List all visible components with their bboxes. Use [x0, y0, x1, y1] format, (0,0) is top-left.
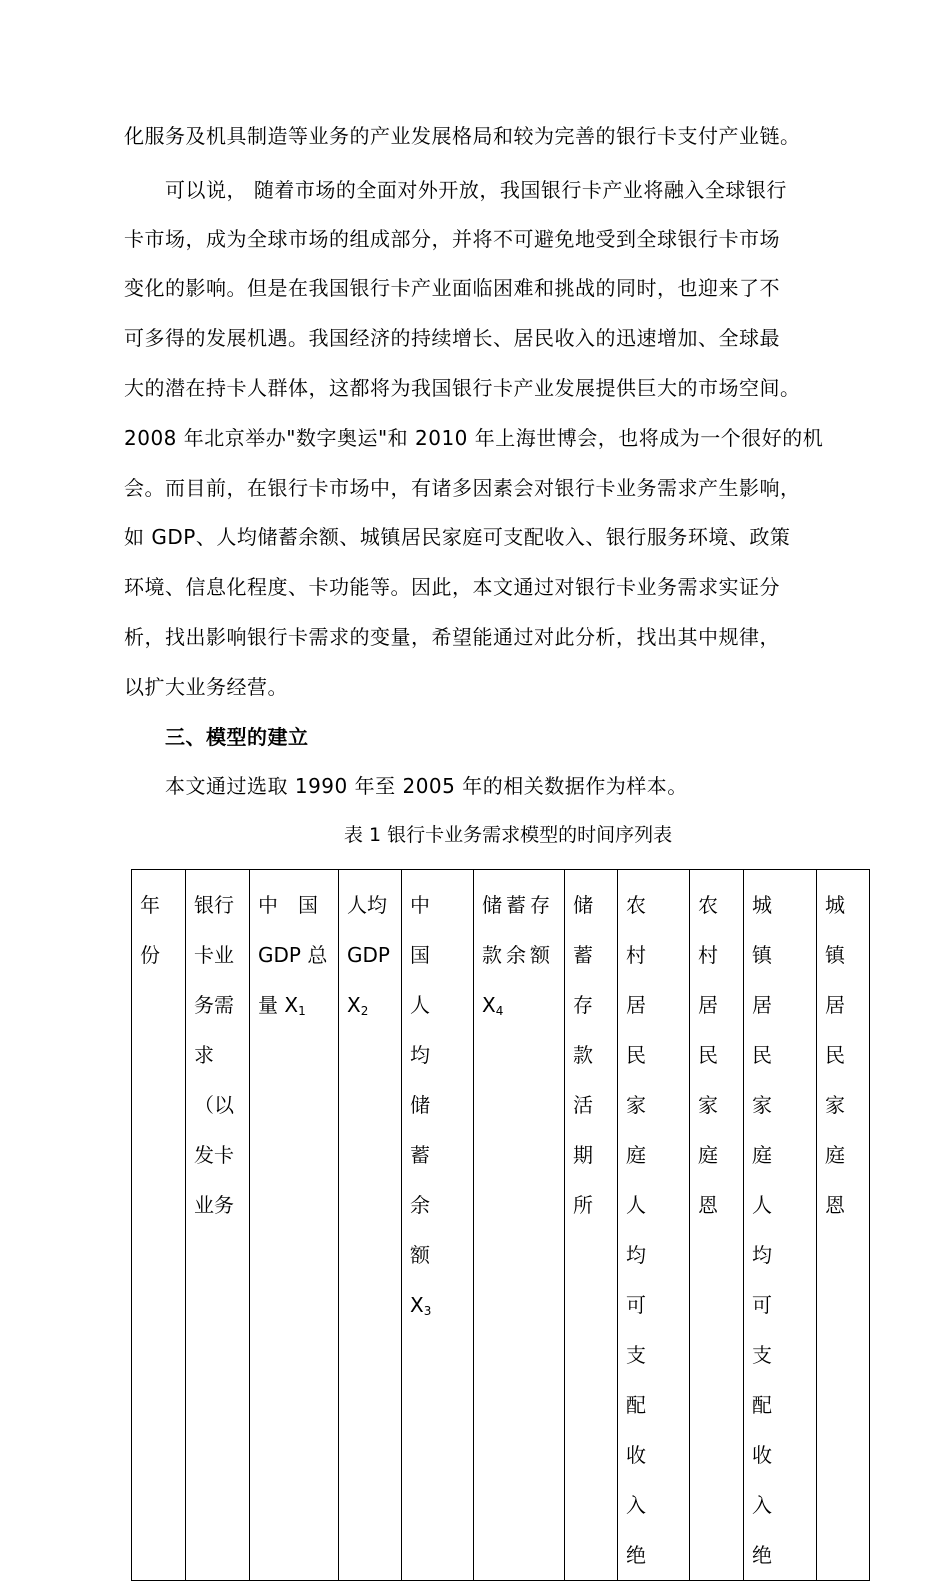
header-rural-engel: 农 村 居 民 家 庭 恩: [690, 870, 744, 1581]
paragraph-line: 大的潜在持卡人群体，这都将为我国银行卡产业发展提供巨大的市场空间。: [124, 376, 801, 400]
paragraph-line: 2008 年北京举办"数字奥运"和 2010 年上海世博会，也将成为一个很好的机: [124, 426, 824, 450]
sample-sentence: 本文通过选取 1990 年至 2005 年的相关数据作为样本。: [124, 774, 688, 798]
paragraph-line: 环境、信息化程度、卡功能等。因此，本文通过对银行卡业务需求实证分: [124, 575, 780, 599]
header-demand-deposit: 储 蓄 存 款 活 期 所: [565, 870, 618, 1581]
header-rural-income: 农村 居民 家庭 人均 可支 配收 入绝: [618, 870, 690, 1581]
table-caption: 表 1 银行卡业务需求模型的时间序列表: [343, 824, 673, 846]
header-gdp-per-capita: 人均 GDP $X_2$: [339, 870, 402, 1581]
header-savings-balance: 储蓄存 款余额 $X_4$: [474, 870, 565, 1581]
paragraph-line: 可以说， 随着市场的全面对外开放，我国银行卡产业将融入全球银行: [124, 178, 787, 202]
header-urban-engel: 城 镇 居 民 家 庭 恩: [817, 870, 870, 1581]
header-gdp-total: 中 国 GDP 总 量 $X_1$: [250, 870, 339, 1581]
header-card-demand: 银行 卡业 务需 求 （以 发卡 业务: [186, 870, 250, 1581]
paragraph-line: 卡市场，成为全球市场的组成部分，并将不可避免地受到全球银行卡市场: [124, 227, 780, 251]
paragraph-line: 析，找出影响银行卡需求的变量，希望能通过对此分析，找出其中规律，: [124, 625, 780, 649]
paragraph-line: 如 GDP、人均储蓄余额、城镇居民家庭可支配收入、银行服务环境、政策: [124, 525, 791, 549]
paragraph-line: 可多得的发展机遇。我国经济的持续增长、居民收入的迅速增加、全球最: [124, 326, 780, 350]
paragraph-line: 变化的影响。但是在我国银行卡产业面临困难和挑战的同时，也迎来了不: [124, 276, 780, 300]
paragraph-line: 化服务及机具制造等业务的产业发展格局和较为完善的银行卡支付产业链。: [124, 124, 801, 148]
paragraph-line: 以扩大业务经营。: [124, 675, 288, 699]
section-heading: 三、模型的建立: [124, 725, 309, 749]
header-year: 年 份: [132, 870, 186, 1581]
paragraph-line: 会。而目前，在银行卡市场中，有诸多因素会对银行卡业务需求产生影响，: [124, 476, 801, 500]
header-savings-per-capita: 中国 人均 储蓄 余额 $X_3$: [402, 870, 474, 1581]
time-series-table: [131, 869, 870, 1581]
header-urban-income: 城镇 居民 家庭 人均 可支 配收 入绝: [744, 870, 817, 1581]
table-header-row: [132, 870, 870, 1581]
